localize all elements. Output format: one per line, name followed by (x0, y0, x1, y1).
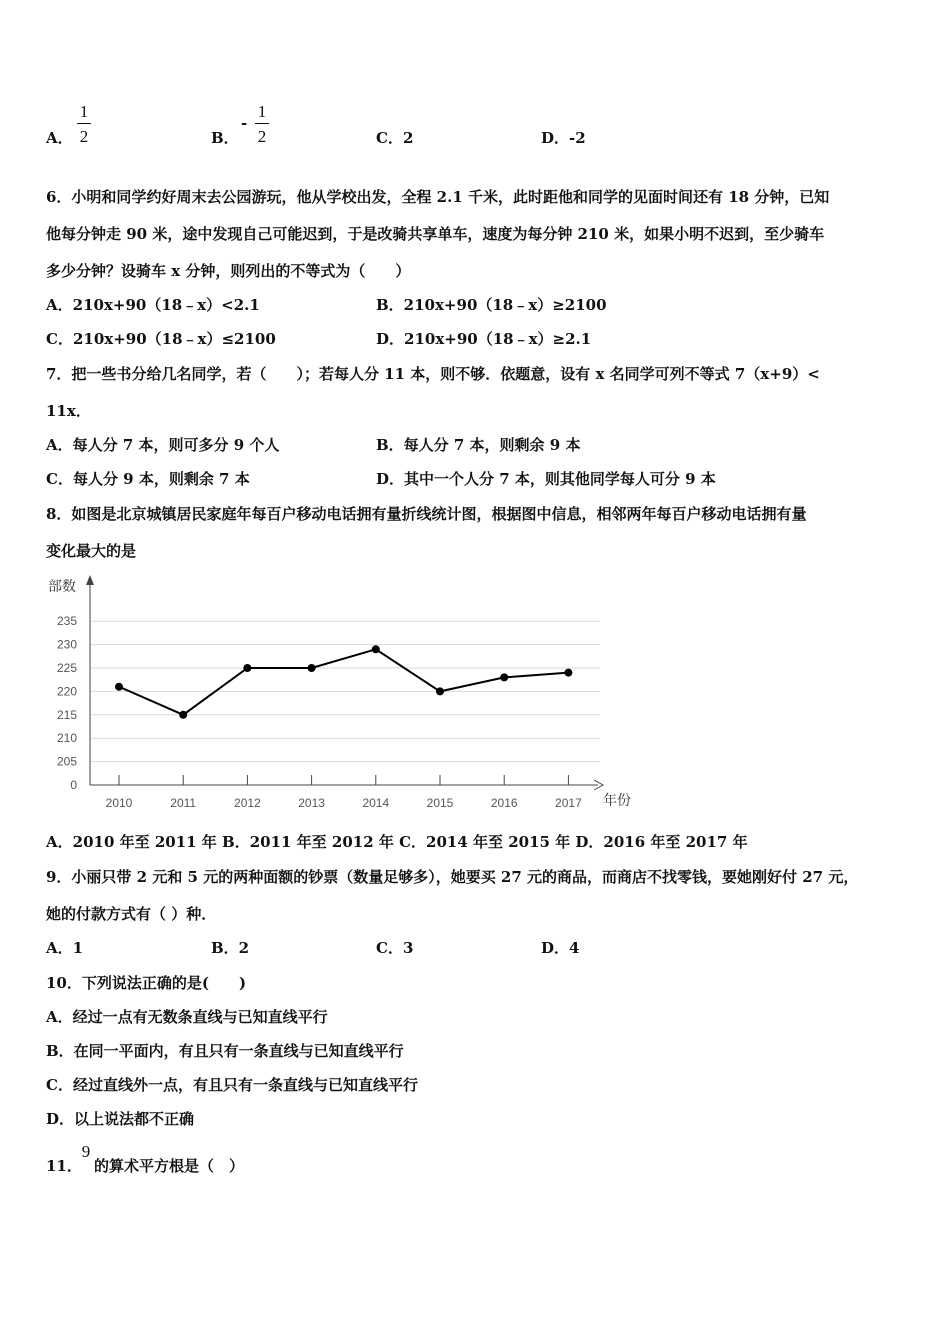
chart-y-tick-label: 230 (56, 637, 77, 652)
q8-options: A．2010 年至 2011 年 B．2011 年至 2012 年 C．2014 年至 2015 年 D．2016 年至 2017 年 (46, 833, 748, 851)
q5-option-b-denominator: 2 (257, 127, 267, 146)
chart-x-tick-label: 2012 (234, 796, 261, 810)
chart-x-tick-label: 2016 (490, 796, 518, 810)
chart-x-ticks (106, 775, 582, 810)
q10-option-d: D．以上说法都不正确 (46, 1110, 195, 1128)
q11-number: 11． (46, 1157, 82, 1175)
q9-option-b: B．2 (211, 939, 250, 957)
chart-y-tick-label: 210 (56, 731, 77, 746)
q6-option-b: B．210x+90（18﹣x）≥2100 (376, 296, 607, 314)
q5-option-b-label: B． (211, 129, 239, 147)
q9-option-c: C．3 (376, 939, 414, 957)
mobile-phone-line-chart (40, 572, 640, 817)
q9-option-d: D．4 (541, 939, 580, 957)
chart-data-point (564, 669, 572, 677)
chart-y-axis-label: 部数 (48, 579, 76, 595)
chart-data-point (115, 683, 123, 691)
q8-stem-line-1: 8．如图是北京城镇居民家庭年每百户移动电话拥有量折线统计图，根据图中信息，相邻两年每百户移动电话拥有量 (46, 505, 807, 523)
chart-x-tick-label: 2017 (555, 796, 582, 810)
chart-y-tick-label: 0 (70, 778, 77, 792)
q5-option-a-label: A． (46, 129, 73, 147)
q7-stem-line-1: 7．把一些书分给几名同学，若（ ）；若每人分 11 本，则不够．依题意，设有 x 名同学可列不等式 7（x+9）< (46, 365, 820, 383)
chart-gridlines (90, 621, 600, 761)
q6-option-d: D．210x+90（18﹣x）≥2.1 (376, 330, 592, 348)
chart-y-tick-label: 235 (56, 614, 77, 629)
q6-stem-line-3: 多少分钟？设骑车 x 分钟，则列出的不等式为（ ） (46, 262, 411, 280)
q10-option-c: C．经过直线外一点，有且只有一条直线与已知直线平行 (46, 1076, 418, 1094)
q7-option-b: B．每人分 7 本，则剩余 9 本 (376, 436, 581, 454)
chart-data-point (372, 645, 380, 653)
q10-option-a: A．经过一点有无数条直线与已知直线平行 (46, 1008, 328, 1026)
chart-y-tick-labels (57, 614, 77, 792)
q6-stem-line-1: 6．小明和同学约好周末去公园游玩，他从学校出发，全程 2.1 千米，此时距他和同学的见面时间还有 18 分钟，已知 (46, 188, 830, 206)
q5-option-a-denominator: 2 (79, 127, 89, 146)
q9-option-a: A．1 (46, 939, 84, 957)
chart-x-tick-label: 2011 (170, 796, 197, 810)
chart-y-axis-arrow (86, 575, 94, 585)
chart-y-tick-label: 225 (56, 661, 77, 675)
q6-option-c: C．210x+90（18﹣x）≤2100 (46, 330, 276, 348)
q9-stem-line-2: 她的付款方式有（ ）种． (46, 905, 217, 923)
chart-data-point (308, 664, 316, 672)
q7-stem-line-2: 11x． (46, 402, 91, 420)
q11-radicand: 9 (81, 1142, 91, 1161)
q8-stem-line-2: 变化最大的是 (46, 542, 137, 560)
chart-x-tick-label: 2013 (298, 796, 325, 810)
q5-option-d: D．-2 (541, 129, 586, 147)
q7-option-a: A．每人分 7 本，则可多分 9 个人 (46, 436, 280, 454)
chart-series-line (119, 649, 568, 715)
chart-x-axis-label: 年份 (603, 793, 631, 809)
chart-data-point (500, 673, 508, 681)
chart-x-tick-label: 2015 (426, 796, 454, 810)
q6-option-a: A．210x+90（18﹣x）<2.1 (46, 296, 260, 314)
q5-option-c: C．2 (376, 129, 414, 147)
chart-x-tick-label: 2010 (105, 796, 133, 810)
q9-stem-line-1: 9．小丽只带 2 元和 5 元的两种面额的钞票（数量足够多），她要买 27 元的商品，而商店不找零钱，要她刚好付 27 元， (46, 868, 859, 886)
chart-x-tick-label: 2014 (362, 796, 390, 810)
q5-option-a-fraction-bar (77, 123, 91, 124)
q5-option-b-fraction-bar (255, 123, 269, 124)
chart-data-point (436, 687, 444, 695)
chart-data-points (115, 645, 572, 719)
chart-data-point (179, 711, 187, 719)
q10-stem: 10．下列说法正确的是( ) (46, 974, 247, 992)
q5-option-b-sign: - (241, 114, 248, 132)
q5-option-a-numerator: 1 (79, 102, 89, 121)
q5-option-b-numerator: 1 (257, 102, 267, 121)
q6-stem-line-2: 他每分钟走 90 米，途中发现自己可能迟到，于是改骑共享单车，速度为每分钟 210 米，如果小明不迟到，至少骑车 (46, 225, 825, 243)
chart-y-tick-label: 205 (56, 754, 77, 769)
chart-y-tick-label: 215 (56, 707, 77, 722)
q7-option-d: D．其中一个人分 7 本，则其他同学每人可分 9 本 (376, 470, 716, 488)
q10-option-b: B．在同一平面内，有且只有一条直线与已知直线平行 (46, 1042, 404, 1060)
q7-option-c: C．每人分 9 本，则剩余 7 本 (46, 470, 250, 488)
chart-y-tick-label: 220 (56, 684, 77, 699)
chart-data-point (243, 664, 251, 672)
q11-stem: 的算术平方根是（ ） (94, 1157, 245, 1175)
